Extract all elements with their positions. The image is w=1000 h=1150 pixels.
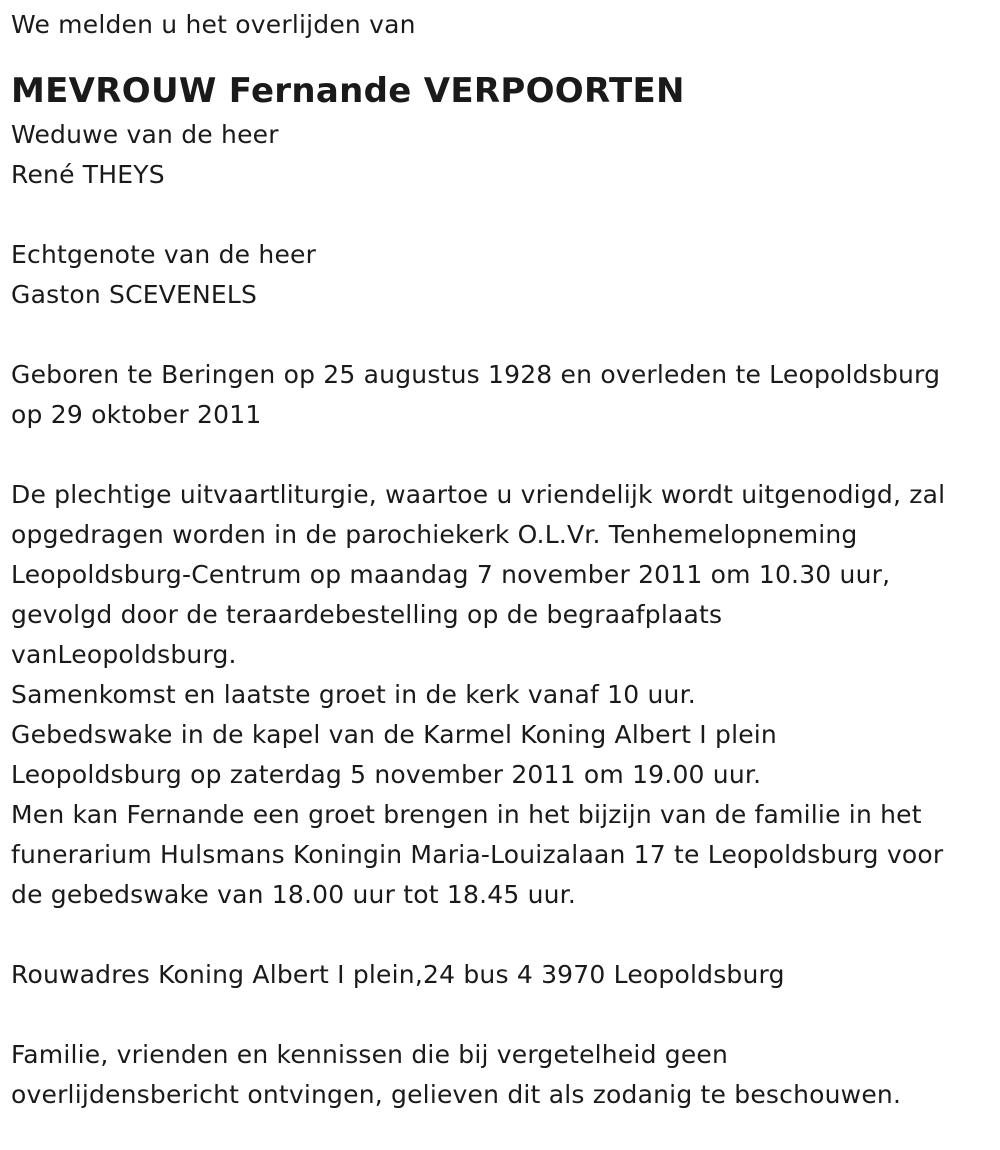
mourning-address: Rouwadres Koning Albert I plein,24 bus 4 3970 Leopoldsburg bbox=[11, 960, 785, 989]
relations bbox=[11, 115, 991, 1115]
paragraph-line: overlijdensbericht ontvingen, gelieven dit als zodanig te beschouwen. bbox=[11, 1080, 902, 1109]
paragraph-line: gevolgd door de teraardebestelling op de begraafplaats bbox=[11, 600, 723, 629]
intro-text: We melden u het overlijden van bbox=[11, 10, 416, 39]
paragraph-line: Familie, vrienden en kennissen die bij vergetelheid geen bbox=[11, 1040, 729, 1069]
birth-death-paragraph bbox=[11, 355, 991, 435]
spacer bbox=[11, 315, 991, 355]
paragraph-line: De plechtige uitvaartliturgie, waartoe u vriendelijk wordt uitgenodigd, zal bbox=[11, 480, 946, 509]
spacer bbox=[11, 195, 991, 235]
ceremony-paragraph bbox=[11, 475, 991, 915]
spacer bbox=[11, 435, 991, 475]
paragraph-line: vanLeopoldsburg. bbox=[11, 640, 237, 669]
paragraph-line: Gebedswake in de kapel van de Karmel Koning Albert I plein bbox=[11, 720, 777, 749]
widow-label: Weduwe van de heer bbox=[11, 120, 279, 149]
spacer bbox=[11, 915, 991, 955]
widow-of-name: René THEYS bbox=[11, 160, 165, 189]
paragraph-line: opgedragen worden in de parochiekerk O.L.Vr. Tenhemelopneming bbox=[11, 520, 858, 549]
spouse-of-name: Gaston SCEVENELS bbox=[11, 280, 258, 309]
spacer bbox=[11, 995, 991, 1035]
spouse-label: Echtgenote van de heer bbox=[11, 240, 317, 269]
death-notice bbox=[11, 5, 991, 1115]
paragraph-line: funerarium Hulsmans Koningin Maria-Louizalaan 17 te Leopoldsburg voor bbox=[11, 840, 944, 869]
paragraph-line: Samenkomst en laatste groet in de kerk vanaf 10 uur. bbox=[11, 680, 696, 709]
paragraph-line: Leopoldsburg op zaterdag 5 november 2011 om 19.00 uur. bbox=[11, 760, 762, 789]
closing-paragraph bbox=[11, 1035, 991, 1115]
paragraph-line: op 29 oktober 2011 bbox=[11, 400, 262, 429]
paragraph-line: Leopoldsburg-Centrum op maandag 7 november 2011 om 10.30 uur, bbox=[11, 560, 891, 589]
deceased-name: MEVROUW Fernande VERPOORTEN bbox=[11, 71, 685, 111]
paragraph-line: Geboren te Beringen op 25 augustus 1928 en overleden te Leopoldsburg bbox=[11, 360, 941, 389]
paragraph-line: Men kan Fernande een groet brengen in het bijzijn van de familie in het bbox=[11, 800, 922, 829]
paragraph-line: de gebedswake van 18.00 uur tot 18.45 uur. bbox=[11, 880, 576, 909]
